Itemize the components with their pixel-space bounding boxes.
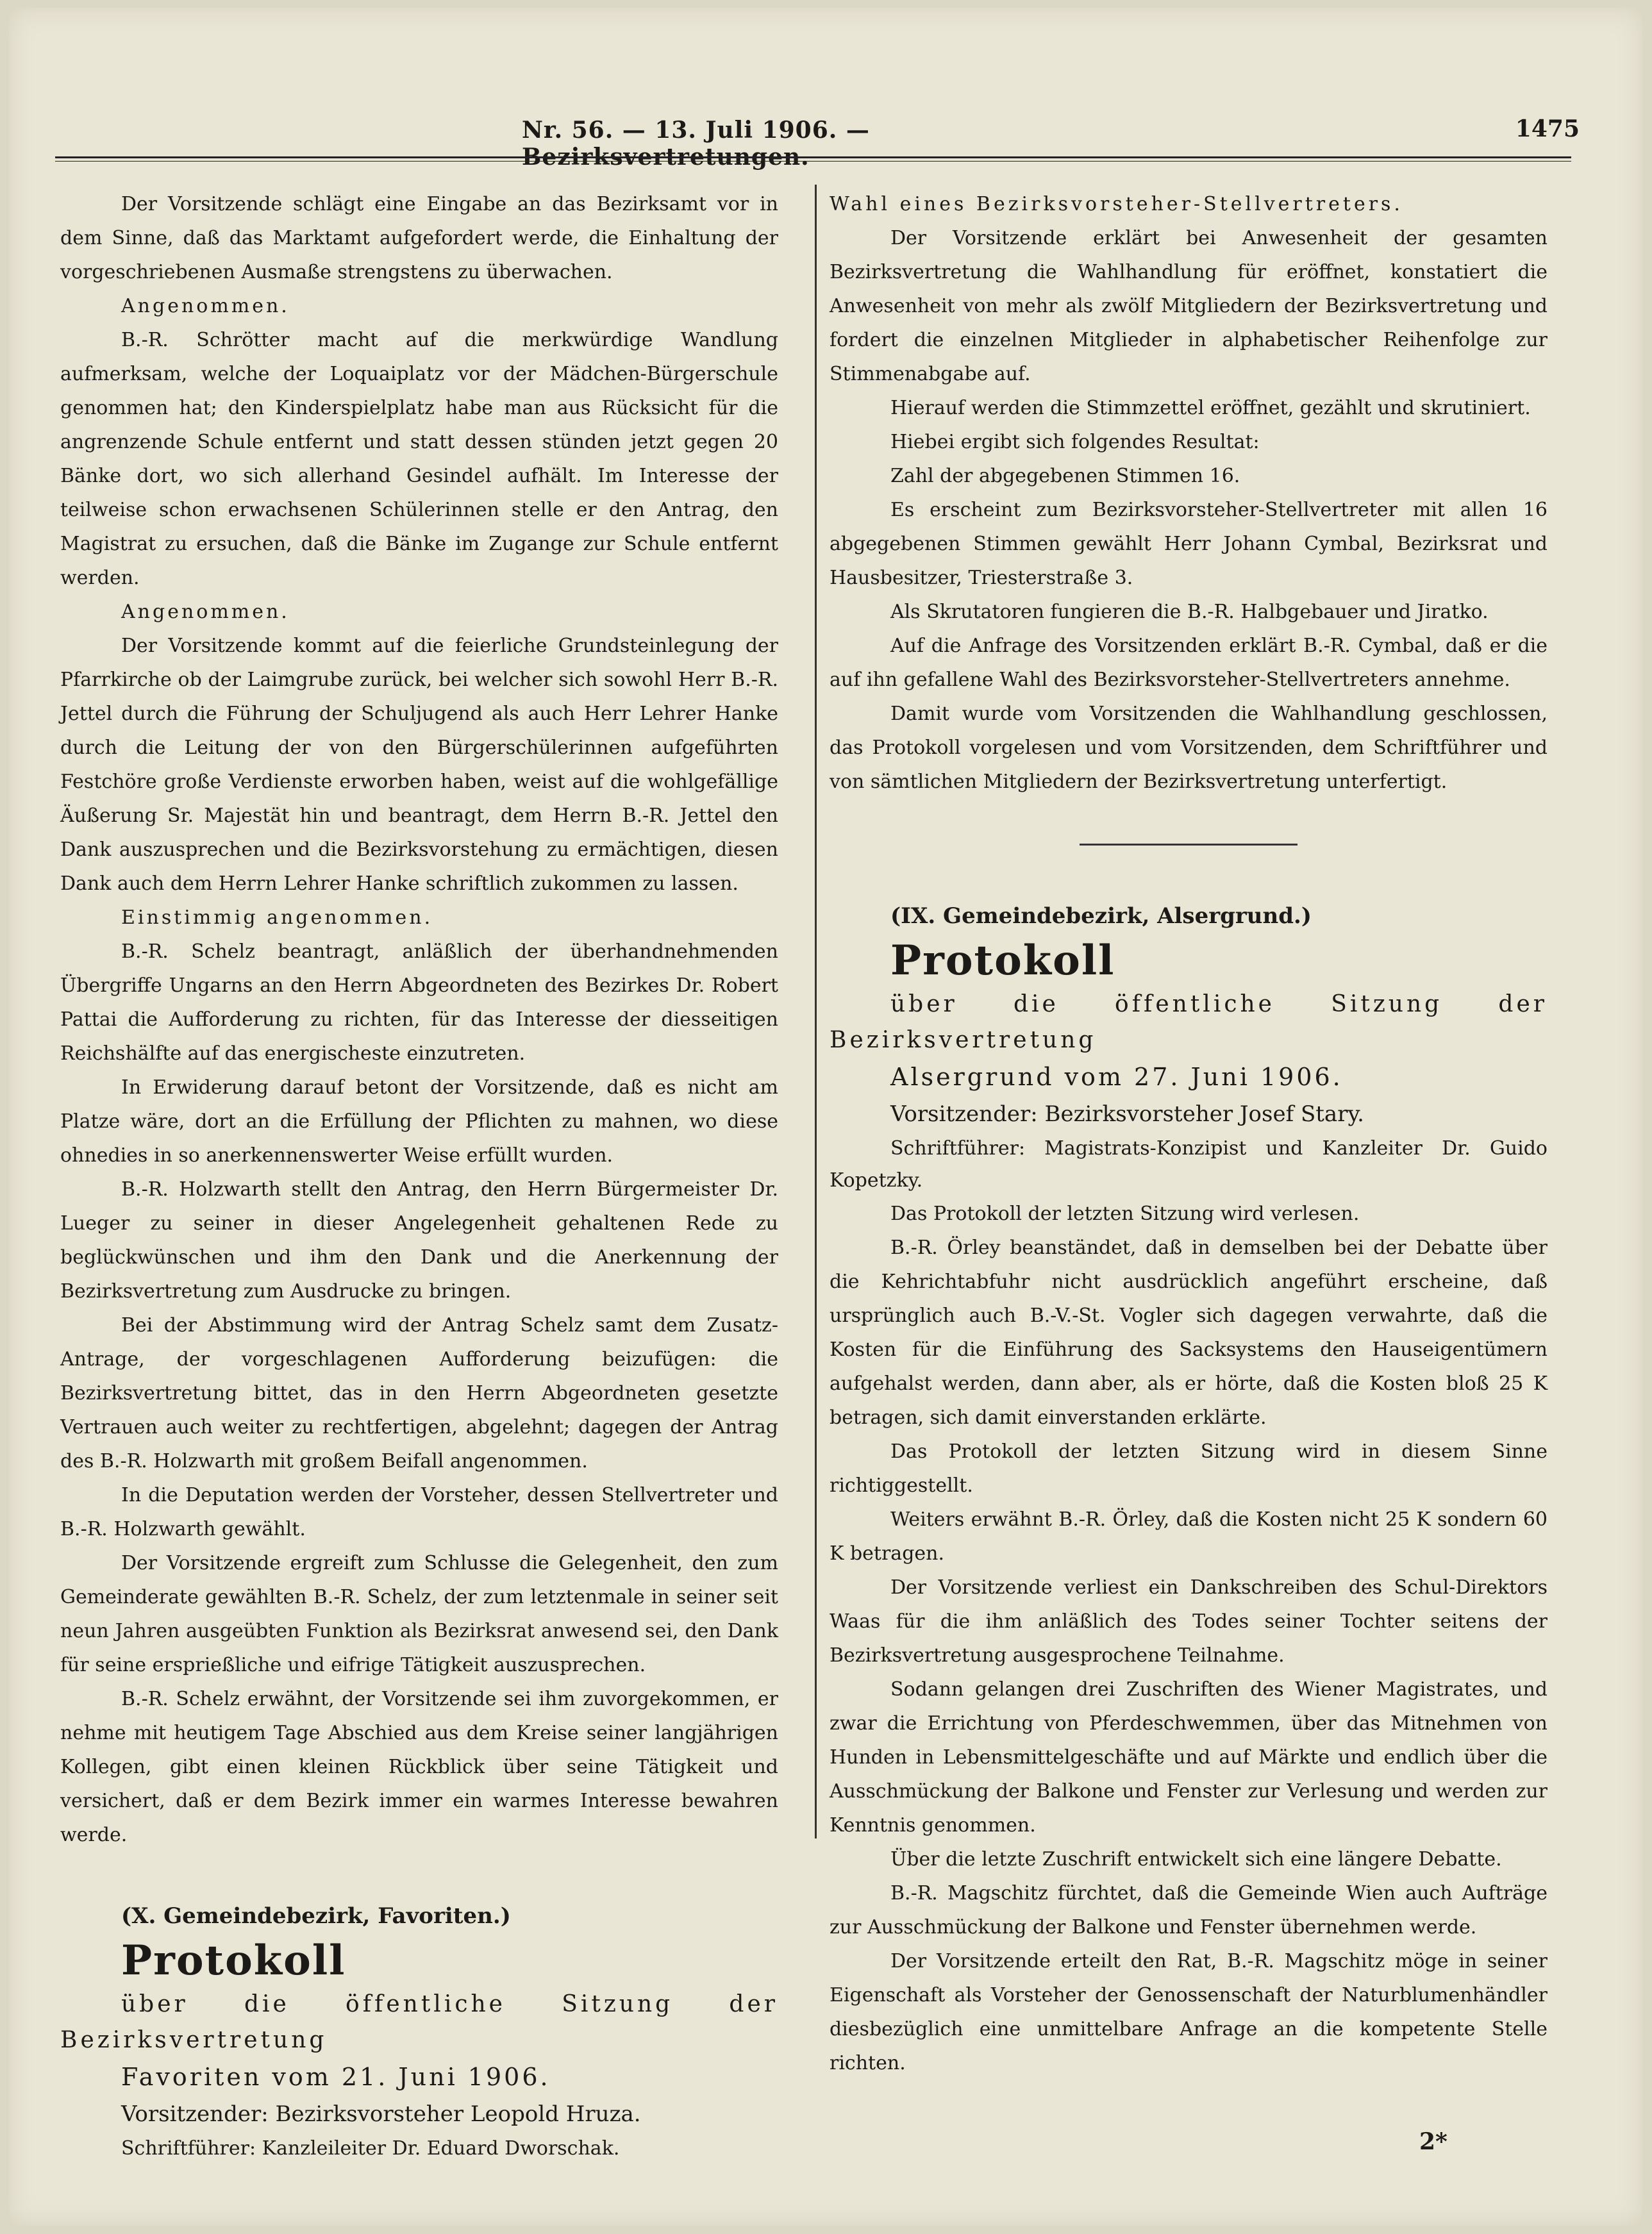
column-divider	[815, 185, 817, 1838]
paragraph: Der Vorsitzende verliest ein Dankschreiben des Schul-Direktors Waas für die ihm anläßlich des Todes seiner Tochter seitens der Bezirksvertretung ausgesprochene Teilnahme.	[830, 1576, 1548, 1667]
left-column	[60, 187, 778, 2165]
paragraph: B.-R. Schrötter macht auf die merkwürdige Wandlung aufmerksam, welche der Loquaiplatz vor der Mädchen-Bürgerschule genommen hat; den Kinderspielplatz habe man aus Rücksicht für die angrenzende Schule entfernt und statt dessen stünden jetzt gegen 20 Bänke dort, wo sich allerhand Gesindel aufhält. Im Interesse der teilweise schon erwachsenen Schülerinnen stelle er den Antrag, den Magistrat zu ersuchen, daß die Bänke im Zugange zur Schule entfernt werden.	[60, 329, 778, 589]
vote-result: Angenommen.	[121, 295, 290, 317]
paragraph: Es erscheint zum Bezirksvorsteher-Stellvertreter mit allen 16 abgegebenen Stimmen gewählt Herr Johann Cymbal, Bezirksrat und Hausbesitzer, Triesterstraße 3.	[830, 499, 1548, 589]
paragraph: B.-R. Holzwarth stellt den Antrag, den Herrn Bürgermeister Dr. Lueger zu seiner in dieser Angelegenheit gehaltenen Rede zu beglückwünschen und ihm den Dank und die Anerkennung der Bezirksvertretung zum Ausdrucke zu bringen.	[60, 1178, 778, 1303]
paragraph: B.-R. Örley beanständet, daß in demselben bei der Debatte über die Kehrichtabfuhr nicht ausdrücklich angeführt erscheine, daß ursprünglich auch B.-V.-St. Vogler sich dagegen verwahrte, daß die Kosten für die Einführung des Sacksystems den Hauseigentümern aufgehalst werden, dann aber, als er hörte, daß die Kosten bloß 25 K betragen, sich damit einverstanden erklärte.	[830, 1237, 1548, 1429]
paragraph: Als Skrutatoren fungieren die B.-R. Halbgebauer und Jiratko.	[890, 601, 1489, 623]
protocol-chair: Vorsitzender: Bezirksvorsteher Josef Stary.	[890, 1101, 1364, 1127]
section-heading: (IX. Gemeindebezirk, Alsergrund.)	[890, 903, 1312, 929]
vote-result: Angenommen.	[121, 601, 290, 623]
paragraph: Hierauf werden die Stimmzettel eröffnet, gezählt und skrutiniert.	[890, 397, 1531, 419]
vote-result: Einstimmig angenommen.	[121, 906, 433, 929]
signature-mark: 2*	[1419, 2128, 1448, 2155]
page-number: 1475	[1515, 115, 1580, 142]
paragraph: Bei der Abstimmung wird der Antrag Schelz samt dem Zusatz-Antrage, der vorgeschlagenen Aufforderung beizufügen: die Bezirksvertretung bittet, das in den Herrn Abgeordneten gesetzte Vertrauen auch weiter zu rechtfertigen, abgelehnt; dagegen der Antrag des B.-R. Holzwarth mit großem Beifall angenommen.	[60, 1314, 778, 1472]
paragraph: Sodann gelangen drei Zuschriften des Wiener Magistrates, und zwar die Errichtung von Pferdeschwemmen, über das Mitnehmen von Hunden in Lebensmittelgeschäfte und auf Märkte und endlich über die Ausschmückung der Balkone und Fenster zur Verlesung und werden zur Kenntnis genommen.	[830, 1678, 1548, 1837]
paragraph: B.-R. Schelz beantragt, anläßlich der überhandnehmenden Übergriffe Ungarns an den Herrn Abgeordneten des Bezirkes Dr. Robert Pattai die Aufforderung zu richten, für das Interesse der diesseitigen Reichshälfte auf das energischeste einzutreten.	[60, 940, 778, 1065]
paragraph: Der Vorsitzende schlägt eine Eingabe an das Bezirksamt vor in dem Sinne, daß das Marktamt aufgefordert werde, die Einhaltung der vorgeschriebenen Ausmaße strengstens zu überwachen.	[60, 193, 778, 283]
paragraph: In die Deputation werden der Vorsteher, dessen Stellvertreter und B.-R. Holzwarth gewählt.	[60, 1484, 778, 1540]
paragraph: Der Vorsitzende erteilt den Rat, B.-R. Magschitz möge in seiner Eigenschaft als Vorsteher der Genossenschaft der Naturblumenhändler diesbezüglich eine unmittelbare Anfrage an die kompetente Stelle richten.	[830, 1950, 1548, 2074]
page-header	[9, 115, 1642, 171]
paragraph: Damit wurde vom Vorsitzenden die Wahlhandlung geschlossen, das Protokoll vorgelesen und vom Vorsitzenden, dem Schriftführer und von sämtlichen Mitgliedern der Bezirksvertretung unterfertigt.	[830, 703, 1548, 793]
protocol-chair: Vorsitzender: Bezirksvorsteher Leopold Hruza.	[121, 2101, 641, 2127]
paragraph: Zahl der abgegebenen Stimmen 16.	[890, 465, 1240, 487]
paragraph: B.-R. Magschitz fürchtet, daß die Gemeinde Wien auch Aufträge zur Ausschmückung der Balkone und Fenster übernehmen werde.	[830, 1882, 1548, 1938]
section-rule	[1080, 844, 1297, 846]
paragraph: Der Vorsitzende erklärt bei Anwesenheit der gesamten Bezirksvertretung die Wahlhandlung für eröffnet, konstatiert die Anwesenheit von mehr als zwölf Mitgliedern der Bezirksvertretung und fordert die einzelnen Mitglieder in alphabetischer Reihenfolge zur Stimmenabgabe auf.	[830, 227, 1548, 385]
paragraph: Der Vorsitzende ergreift zum Schlusse die Gelegenheit, den zum Gemeinderate gewählten B.-R. Schelz, der zum letztenmale in seiner seit neun Jahren ausgeübten Funktion als Bezirksrat anwesend sei, den Dank für seine ersprießliche und eifrige Tätigkeit auszusprechen.	[60, 1552, 778, 1676]
header-rule	[55, 156, 1571, 162]
right-column	[830, 187, 1548, 2080]
protocol-date: Alsergrund vom 27. Juni 1906.	[890, 1063, 1343, 1091]
paragraph: Hiebei ergibt sich folgendes Resultat:	[890, 431, 1260, 453]
paragraph: Das Protokoll der letzten Sitzung wird verlesen.	[890, 1203, 1360, 1225]
paragraph: Weiters erwähnt B.-R. Örley, daß die Kosten nicht 25 K sondern 60 K betragen.	[830, 1508, 1548, 1565]
header-title: Nr. 56. — 13. Juli 1906. — Bezirksvertretungen.	[522, 117, 870, 171]
protocol-subtitle: über die öffentliche Sitzung der Bezirksvertretung	[830, 991, 1548, 1053]
paragraph-heading: Wahl eines Bezirksvorsteher-Stellvertreters.	[830, 193, 1403, 215]
protocol-subtitle: über die öffentliche Sitzung der Bezirksvertretung	[60, 1991, 778, 2053]
paragraph: Auf die Anfrage des Vorsitzenden erklärt B.-R. Cymbal, daß er die auf ihn gefallene Wahl des Bezirksvorsteher-Stellvertreters annehme.	[830, 635, 1548, 691]
paragraph: In Erwiderung darauf betont der Vorsitzende, daß es nicht am Platze wäre, dort an die Erfüllung der Pflichten zu mahnen, wo diese ohnedies in so anerkennenswerter Weise erfüllt wurden.	[60, 1076, 778, 1167]
paragraph: Der Vorsitzende kommt auf die feierliche Grundsteinlegung der Pfarrkirche ob der Laimgrube zurück, bei welcher sich sowohl Herr B.-R. Jettel durch die Führung der Schuljugend als auch Herr Lehrer Hanke durch die Leitung der von den Bürgerschülerinnen aufgeführten Festchöre große Verdienste erworben haben, weist auf die wohlgefällige Äußerung Sr. Majestät hin und beantragt, dem Herrn B.-R. Jettel den Dank auszusprechen und die Bezirksvorstehung zu ermächtigen, diesen Dank auch dem Herrn Lehrer Hanke schriftlich zukommen zu lassen.	[60, 635, 778, 895]
protocol-title: Protokoll	[121, 1937, 346, 1985]
paragraph: B.-R. Schelz erwähnt, der Vorsitzende sei ihm zuvorgekommen, er nehme mit heutigem Tage Abschied aus dem Kreise seiner langjährigen Kollegen, gibt einen kleinen Rückblick über seine Tätigkeit und versichert, daß er dem Bezirk immer ein warmes Interesse bewahren werde.	[60, 1688, 778, 1846]
paragraph: Über die letzte Zuschrift entwickelt sich eine längere Debatte.	[890, 1848, 1502, 1871]
section-heading: (X. Gemeindebezirk, Favoriten.)	[121, 1903, 511, 1929]
protocol-date: Favoriten vom 21. Juni 1906.	[121, 2063, 551, 2091]
paragraph: Das Protokoll der letzten Sitzung wird in diesem Sinne richtiggestellt.	[830, 1440, 1548, 1497]
newspaper-page	[9, 8, 1642, 2226]
protocol-title: Protokoll	[890, 937, 1115, 985]
protocol-clerk: Schriftführer: Kanzleileiter Dr. Eduard Dworschak.	[121, 2137, 620, 2160]
protocol-clerk: Schriftführer: Magistrats-Konzipist und Kanzleiter Dr. Guido Kopetzky.	[830, 1137, 1548, 1192]
